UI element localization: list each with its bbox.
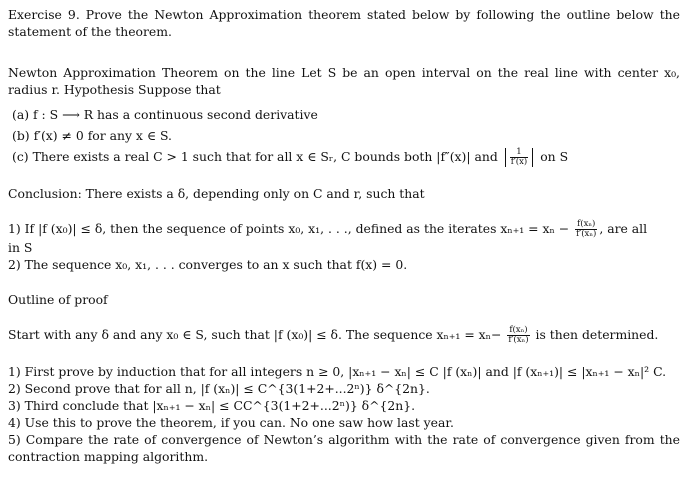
outline-start-text: Start with any δ and any x₀ ∈ S, such that |f (x₀)| ≤ δ. The sequence xₙ₊₁ = xₙ− xyxy=(8,327,502,342)
outline-step-4: 4) Use this to prove the theorem, if you can. No one saw how last year. xyxy=(8,415,454,430)
exercise-statement: Exercise 9. Prove the Newton Approximation theorem stated below by following the outline below the statement of the theorem. xyxy=(8,7,680,39)
outline-start-after: is then determined. xyxy=(535,327,659,342)
fraction xyxy=(510,148,529,167)
hypothesis-b xyxy=(8,127,680,144)
conclusion-item-2: 2) The sequence x₀, x₁, . . . converges to an x such that f(x) = 0. xyxy=(8,257,408,272)
absolute-value-fraction xyxy=(505,148,534,167)
outline-step-3: 3) Third conclude that |xₙ₊₁ − xₙ| ≤ CC^{3(1+2+...2ⁿ)} δ^{2n}. xyxy=(8,398,416,413)
outline-steps xyxy=(8,363,680,465)
hypothesis-label: (c) xyxy=(12,149,29,164)
fraction-numerator: f(xₙ) xyxy=(577,219,596,229)
hypothesis-label: (b) xyxy=(12,128,30,143)
conclusion-item-1-text: 1) If |f (x₀)| ≤ δ, then the sequence of points x₀, x₁, . . ., defined as the iterates xₙ₊₁ = xₙ − xyxy=(8,221,570,236)
theorem-intro: Newton Approximation Theorem on the line Let S be an open interval on the real line with center x₀, radius r. Hypothesis Suppose that xyxy=(8,65,680,97)
conclusion-items xyxy=(8,220,680,273)
fraction-numerator: 1 xyxy=(510,148,529,158)
fraction-denominator: f′(x) xyxy=(510,157,528,167)
hypothesis-list xyxy=(8,106,680,167)
hypothesis-text-tail: on S xyxy=(540,149,569,164)
outline-step-5: 5) Compare the rate of convergence of Newton’s algorithm with the rate of convergence given from the contraction mapping algorithm. xyxy=(8,432,680,464)
fraction-numerator: f(xₙ) xyxy=(509,325,528,335)
fraction-denominator: f′(xₙ) xyxy=(508,335,529,345)
outline-step-2: 2) Second prove that for all n, |f (xₙ)| ≤ C^{3(1+2+...2ⁿ)} δ^{2n}. xyxy=(8,381,430,396)
hypothesis-label: (a) xyxy=(12,107,30,122)
conclusion-item-1-after: , are all xyxy=(599,221,648,236)
hypothesis-text: f′(x) ≠ 0 for any x ∈ S. xyxy=(33,128,172,143)
conclusion-intro: Conclusion: There exists a δ, depending only on C and r, such that xyxy=(8,186,425,201)
hypothesis-text: f : S ⟶ R has a continuous second derivative xyxy=(33,107,318,122)
outline-heading: Outline of proof xyxy=(8,292,108,307)
conclusion-item-1 xyxy=(8,220,680,239)
hypothesis-a xyxy=(8,106,680,123)
fraction-denominator: f′(xₙ) xyxy=(576,229,597,239)
fraction xyxy=(575,220,597,239)
hypothesis-text: There exists a real C > 1 such that for all x ∈ Sᵣ, C bounds both |f″(x)| and xyxy=(32,149,498,164)
outline-start xyxy=(8,326,680,345)
fraction xyxy=(507,326,529,345)
hypothesis-c xyxy=(8,148,680,167)
conclusion-item-1-tail: in S xyxy=(8,240,33,255)
document-body xyxy=(8,6,680,465)
outline-step-1: 1) First prove by induction that for all integers n ≥ 0, |xₙ₊₁ − xₙ| ≤ C |f (xₙ)| and |f (xₙ₊₁)| ≤ |xₙ₊₁ − xₙ|² C. xyxy=(8,364,667,379)
